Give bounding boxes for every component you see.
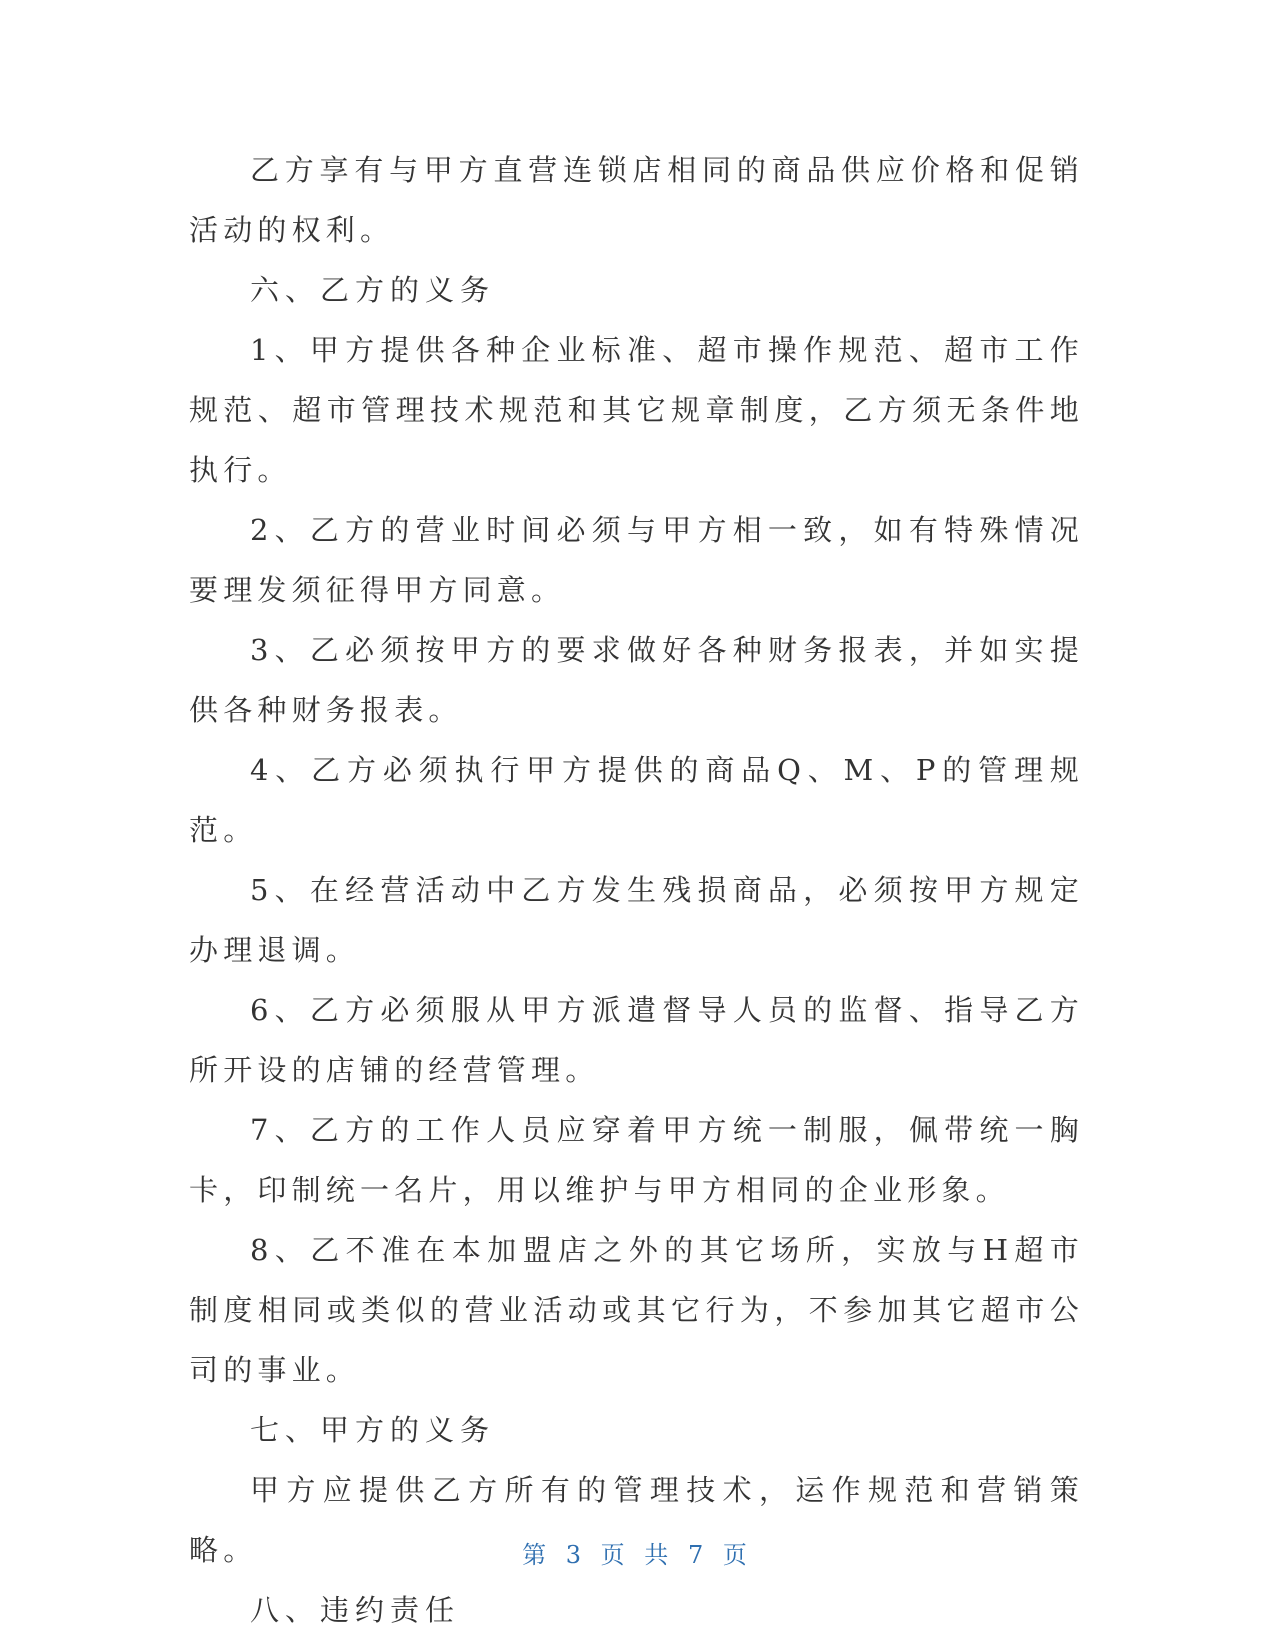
paragraph-price-rights: 乙方享有与甲方直营连锁店相同的商品供应价格和促销活动的权利。 [189,153,1084,247]
clause-1: 1、甲方提供各种企业标准、超市操作规范、超市工作规范、超市管理技术规范和其它规章制度，乙方须无条件地执行。 [189,333,1084,487]
clause-5: 5、在经营活动中乙方发生残损商品，必须按甲方规定办理退调。 [189,873,1084,967]
page-number-footer: 第 3 页 共 7 页 [522,1541,753,1569]
section-heading-7: 七、甲方的义务 [250,1413,496,1447]
section-heading-6: 六、乙方的义务 [250,273,496,307]
clause-8: 8、乙不准在本加盟店之外的其它场所，实放与H超市制度相同或类似的营业活动或其它行为，不参加其它超市公司的事业。 [189,1233,1084,1387]
clause-2: 2、乙方的营业时间必须与甲方相一致，如有特殊情况要理发须征得甲方同意。 [189,513,1084,607]
clause-7: 7、乙方的工作人员应穿着甲方统一制服，佩带统一胸卡，印制统一名片，用以维护与甲方相同的企业形象。 [189,1113,1084,1207]
paragraph-party-a-duty: 甲方应提供乙方所有的管理技术，运作规范和营销策略。 [189,1473,1084,1567]
clause-3: 3、乙必须按甲方的要求做好各种财务报表，并如实提供各种财务报表。 [189,633,1084,727]
document-body [189,140,1084,1640]
clause-6: 6、乙方必须服从甲方派遣督导人员的监督、指导乙方所开设的店铺的经营管理。 [189,993,1084,1087]
section-heading-8: 八、违约责任 [250,1593,461,1627]
clause-4: 4、乙方必须执行甲方提供的商品Q、M、P的管理规范。 [189,753,1084,847]
